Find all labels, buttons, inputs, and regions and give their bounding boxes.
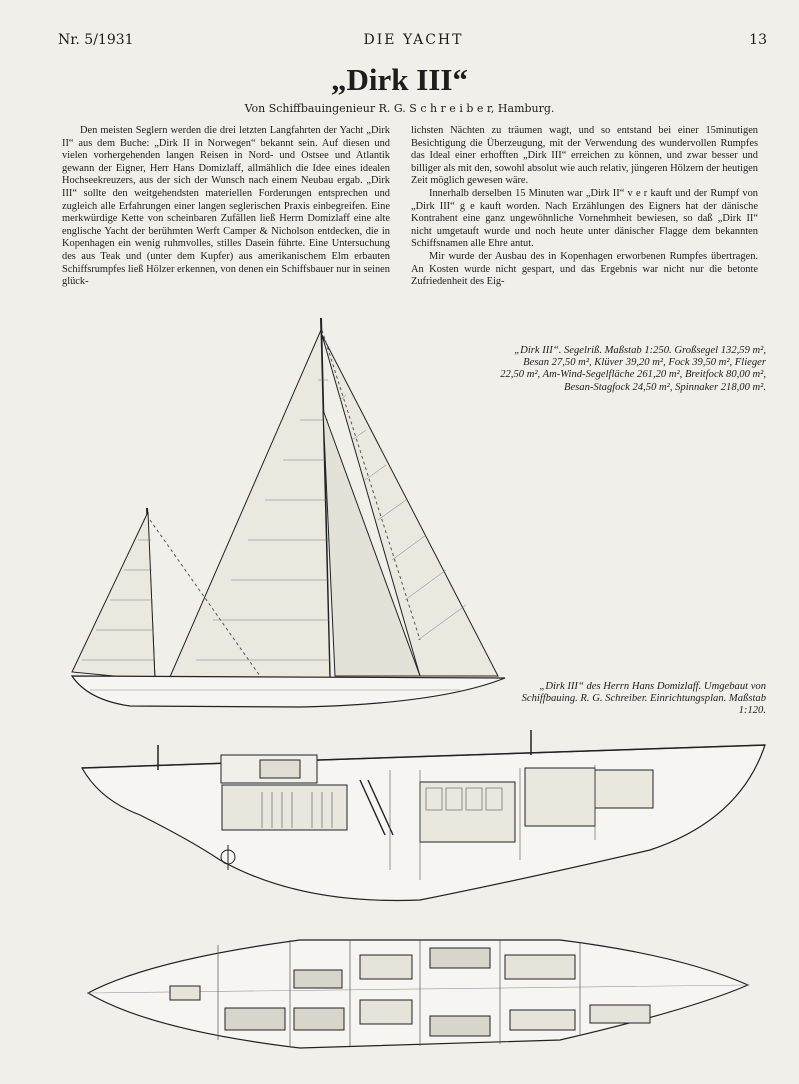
sail-plan-caption: „Dirk III“. Segelriß. Maßstab 1:250. Großsegel 132,59 m², Besan 27,50 m², Klüver 39,20 m², Fock 39,50 m², Flieger 22,50 m², Am-Wind-Segelfläche 261,20 m², Breitfock 80,00 m², Besan-Stagfock 24,50 m², Spinnaker 218,00 m². [500,345,766,393]
yacht-interior-profile-icon [82,730,765,901]
yacht-deck-layout-icon [88,940,748,1048]
paragraph: Den meisten Seglern werden die drei letzten Langfahrten der Yacht „Dirk II“ aus dem Buche: „Dirk II in Norwegen“ bekannt sein. Auf diesen und vielen vorhergehenden langen Reisen in Nord- und Ostsee und Atlantik gewann der Eigner, Herr Hans Domizlaff, allmählich die Idee eines idealen Hochseekreuzers, aus der sich der Wunsch nach einem Neubau ergab. „Dirk III“ sollte den weitgehendsten materiellen Forderungen entsprechen und zugleich alle Erfahrungen einer langen seglerischen Praxis einbegreifen. Eine merkwürdige Kette von scheinbaren Zufällen ließ Herrn Domizlaff eine alte englische Yacht der berühmten Werft Camper & Nicholson entdecken, die in Kopenhagen ein wenig ruhmvolles, stilles Dasein führte. Eine Untersuchung des aus Teak und (unter dem Kupfer) aus amerikanischem Elm erbauten Schiffsrumpfes ließ Hölzer erkennen, von denen ein Schiffsbauer nur in seinen glück- [62,125,390,288]
article-byline: Von Schiffbauingenieur R. G. S c h r e i b e r, Hamburg. [244,102,555,115]
article-title: „Dirk III“ [331,62,468,97]
paragraph: lichsten Nächten zu träumen wagt, und so entstand bei einer 15minutigen Besichtigung die Überzeugung, mit der Verwendung des wundervollen Rumpfes das Ideal einer erhofften „Dirk III“ erreichen zu können, und zwar besser und billiger als mit den, sowohl absolut wie auch relativ, jüngeren Hölzern der heutigen Zeit möglich gewesen wäre. [411,125,758,187]
page-number: 13 [749,32,767,48]
interior-plan-caption: „Dirk III“ des Herrn Hans Domizlaff. Umgebaut von Schiffbauing. R. G. Schreiber. Einrichtungsplan. Maßstab 1:120. [521,681,766,717]
paragraph: Innerhalb derselben 15 Minuten war „Dirk II“ v e r kauft und der Rumpf von „Dirk III“ g e kauft worden. Nach Erzählungen des Eigners hat der dänische Kontrahent eine ganz ungewöhnliche Vornehmheit bewiesen, so daß „Dirk II“ nicht umgetauft wurde und noch heute unter dänischer Flagge dem bekannten Schiffsnamen alle Ehre antut. [411,187,758,250]
magazine-name: DIE YACHT [363,32,464,48]
issue-number: Nr. 5/1931 [58,32,134,48]
yacht-sail-plan-icon [72,318,505,707]
paragraph: Mir wurde der Ausbau des in Kopenhagen erworbenen Rumpfes übertragen. An Kosten wurde nicht gespart, und das Ergebnis war nicht nur die betonte Zufriedenheit des Eig- [411,250,758,288]
